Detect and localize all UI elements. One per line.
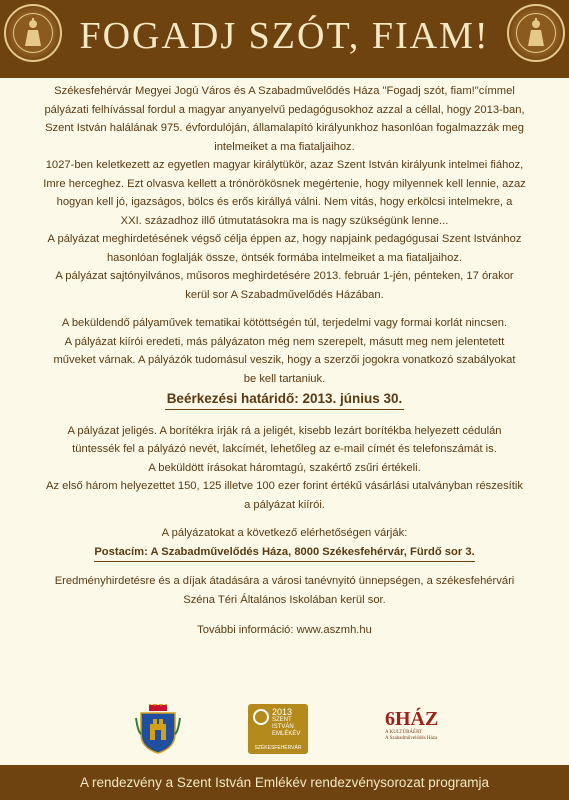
aszmh-line2: A Szabadművelődés Háza [385, 736, 438, 741]
intro-line: kerül sor A Szabadművelődés Házában. [185, 288, 384, 301]
memorial-year: 2013 [272, 707, 293, 717]
requirements-section [20, 314, 549, 388]
header-banner [0, 0, 569, 78]
rules-section [20, 422, 549, 515]
rules-line: Az első három helyezettet 150, 125 illetve 100 ezer forint értékű vásárlási utalványban részesítik [46, 480, 523, 492]
intro-line: A pályázat sajtónyilvános, műsoros meghirdetésére 2013. február 1-jén, pénteken, 17 órakor [55, 270, 514, 282]
postal-address: Postacím: A Szabadművelődés Háza, 8000 Székesfehérvár, Fürdő sor 3. [94, 543, 474, 563]
page-title: FOGADJ SZÓT, FIAM! [79, 15, 490, 57]
seal-emblem-right [507, 4, 565, 62]
intro-line: Székesfehérvár Megyei Jogú Város és A Szabadművelődés Háza "Fogadj szót, fiam!"címmel [54, 85, 515, 97]
intro-line: Szent István halálának 975. évfordulóján, államalapító királyunkhoz hasonlóan fogalmazzák meg [45, 122, 524, 134]
intro-line: hogyan kell jó, igazságos, bölcs és erős királlyá válni. Nem vitás, hogy erkölcsi intelmekre, a [56, 196, 513, 208]
requirements-line: műveket várnak. A pályázók tudomásul veszik, hogy a szerzői jogokra vonatkozó szabályokat [53, 354, 516, 366]
footer-banner [0, 765, 569, 800]
requirements-line: A beküldendő pályaművek tematikai kötöttségén túl, terjedelmi vagy formai korlát nincsen. [61, 317, 508, 329]
memorial-year-logo [248, 704, 308, 754]
circle-icon [253, 709, 269, 725]
intro-line: XXI. századhoz illő útmutatásokra ma is nagy szükségünk lenne... [120, 214, 449, 227]
intro-line: Imre herceghez. Ezt olvasva kellett a trónörökösnek megértenie, hogy milyennek kell lennie, azaz [43, 177, 526, 190]
saint-icon [13, 13, 53, 53]
submission-deadline: Beérkezési határidő: 2013. június 30. [165, 390, 405, 410]
intro-line: 1027-ben keletkezett az egyetlen magyar királytükör, azaz Szent István királyunk intelmei fiához, [45, 159, 524, 171]
intro-line: hasonlóan foglalják össze, öntsék formába intelmeiket a ma fiataljaihoz. [106, 251, 463, 264]
aszmh-logo [385, 708, 445, 750]
intro-line: pályázati felhívással fordul a magyar anyanyelvű pedagógusokhoz azzal a céllal, hogy 2013-ban, [44, 103, 525, 116]
rules-line: A beküldött írásokat háromtagú, szakértő zsűri értékeli. [148, 461, 421, 474]
footer-text: A rendezvény a Szent István Emlékév rendezvénysorozat programja [80, 775, 489, 790]
memorial-line3: EMLÉKÉV [272, 731, 301, 737]
requirements-line: be kell tartaniuk. [243, 372, 326, 385]
saint-icon [516, 13, 556, 53]
rules-line: tüntessék fel a pályázó nevét, lakcímét, lehetőleg az e-mail címét és telefonszámát is. [72, 443, 497, 455]
memorial-line2: ISTVÁN [272, 724, 294, 730]
aszmh-mark: 6HÁZ [385, 708, 439, 730]
intro-line: intelmeiket a ma fiataljaihoz. [214, 140, 355, 153]
aszmh-line1: A KULTÚRÁÉRT [385, 730, 423, 735]
coat-of-arms-icon [135, 704, 181, 754]
announcement-body [20, 82, 549, 640]
seal-emblem-left [4, 4, 62, 62]
memorial-city: SZÉKESFEHÉRVÁR [254, 745, 302, 751]
intro-line: A pályázat meghirdetésének végső célja éppen az, hogy napjaink pedagógusai Szent Istvánhoz [47, 233, 522, 245]
more-info: További információ: www.aszmh.hu [197, 624, 372, 636]
sponsor-logos [0, 700, 569, 755]
rules-line: A pályázat jeligés. A borítékra írják rá a jeligét, kisebb lezárt borítékba helyezett cédulán [67, 424, 502, 437]
results-line: Széna Téri Általános Iskolában kerül sor. [183, 593, 386, 606]
rules-line: a pályázat kiírói. [244, 498, 325, 511]
contact-intro: A pályázatokat a következő elérhetőségen várják: [161, 527, 408, 539]
requirements-line: A pályázat kiírói eredeti, más pályázaton még nem szerepelt, másutt meg nem jelentetett [64, 335, 505, 348]
results-section [20, 572, 549, 609]
results-line: Eredményhirdetésre és a díjak átadására a városi tanévnyitó ünnepségen, a székesfehérvári [54, 575, 515, 587]
memorial-line1: SZENT [272, 717, 292, 723]
intro-section [20, 82, 549, 304]
